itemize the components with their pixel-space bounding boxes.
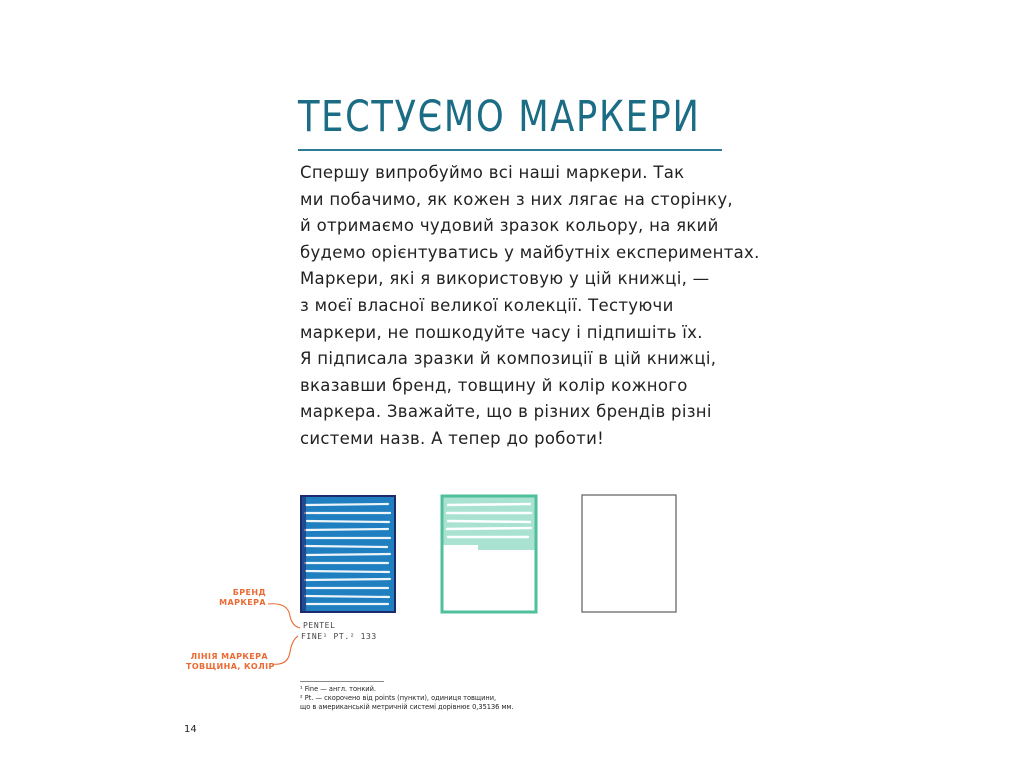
paragraph-line: вказавши бренд, товщину й колір кожного	[300, 375, 688, 395]
brand-label-line: БРЕНД	[232, 588, 266, 597]
footnote-line: ¹ Fine — англ. тонкий.	[300, 685, 376, 693]
footnotes	[300, 685, 620, 712]
paragraph-line: Спершу випробуймо всі наші маркери. Так	[300, 163, 685, 182]
body-paragraph	[300, 160, 760, 453]
footnote-rule	[300, 681, 384, 682]
page-title: ТЕСТУЄМО МАРКЕРИ	[298, 92, 701, 142]
line-label-line: ТОВЩИНА, КОЛІР	[186, 662, 275, 671]
swatch-mint-half	[440, 494, 538, 614]
handwritten-brand: PENTEL	[303, 621, 336, 630]
paragraph-line: системи назв. А тепер до роботи!	[300, 428, 605, 448]
handwritten-spec: FINE¹ PT.² 133	[301, 632, 377, 641]
brand-label	[208, 588, 266, 608]
paragraph-line: ми побачимо, як кожен з них лягає на сторінку,	[300, 189, 733, 209]
paragraph-line: з моєї власної великої колекції. Тестуючи	[300, 295, 674, 315]
paragraph-line: Маркери, які я використовую у цій книжці, —	[300, 269, 710, 289]
footnote-line: що в американській метричній системі дорівнює 0,35136 мм.	[300, 703, 514, 711]
paragraph-line: маркери, не пошкодуйте часу і підпишіть їх.	[300, 322, 703, 342]
paragraph-line: й отримаємо чудовий зразок кольору, на який	[300, 216, 719, 236]
paragraph-line: маркера. Зважайте, що в різних брендів різні	[300, 402, 712, 422]
line-label-line: ЛІНІЯ МАРКЕРА	[190, 652, 268, 661]
footnote-line: ² Pt. — скорочено від points (пункти), одиниця товщини,	[300, 694, 497, 702]
paragraph-line: Я підписала зразки й композиції в цій книжці,	[300, 349, 717, 369]
title-underline	[298, 149, 722, 151]
swatch-empty-outline	[581, 494, 678, 614]
page-number: 14	[184, 724, 197, 735]
paragraph-line: будемо орієнтуватись у майбутніх експериментах.	[300, 242, 760, 262]
line-label	[186, 652, 275, 672]
brand-label-line: МАРКЕРА	[219, 598, 266, 607]
